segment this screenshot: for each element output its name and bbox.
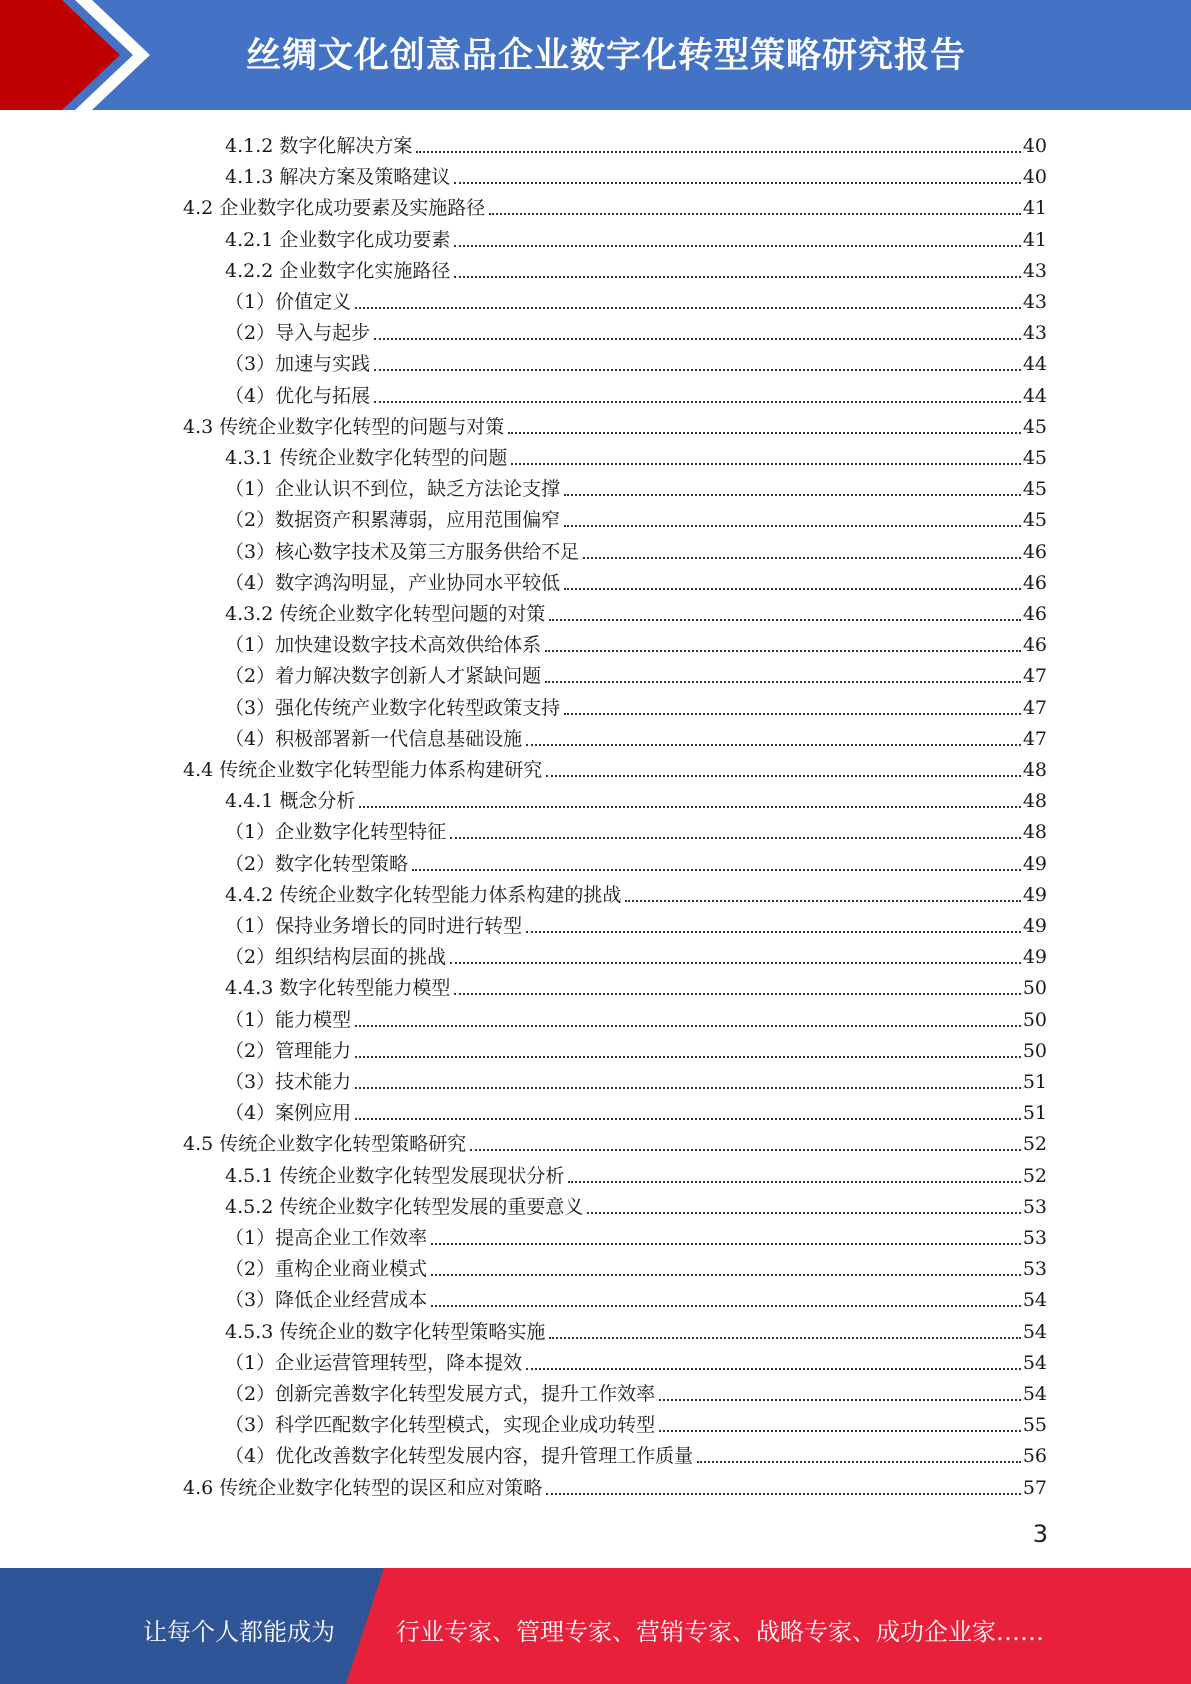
toc-entry-page: 55 bbox=[1022, 1414, 1047, 1437]
toc-dot-leader bbox=[564, 525, 1021, 527]
toc-entry[interactable] bbox=[225, 597, 1047, 625]
toc-entry-page: 54 bbox=[1022, 1351, 1047, 1374]
toc-entry[interactable] bbox=[183, 410, 1047, 438]
toc-entry-page: 54 bbox=[1022, 1289, 1047, 1312]
toc-entry-page: 47 bbox=[1022, 696, 1047, 719]
toc-dot-leader bbox=[545, 681, 1021, 683]
toc-entry-label: （2）管理能力 bbox=[225, 1039, 352, 1062]
toc-dot-leader bbox=[412, 869, 1021, 871]
toc-entry-label: （1）加快建设数字技术高效供给体系 bbox=[225, 634, 542, 657]
toc-dot-leader bbox=[546, 1493, 1021, 1495]
toc-entry[interactable] bbox=[225, 566, 1047, 594]
toc-dot-leader bbox=[454, 245, 1020, 247]
toc-entry[interactable] bbox=[225, 815, 1047, 843]
toc-dot-leader bbox=[355, 1118, 1021, 1120]
toc-dot-leader bbox=[355, 1056, 1021, 1058]
toc-entry[interactable] bbox=[225, 940, 1047, 968]
toc-entry-label: （1）提高企业工作效率 bbox=[225, 1227, 428, 1249]
toc-entry[interactable] bbox=[183, 191, 1047, 219]
toc-dot-leader bbox=[508, 432, 1021, 434]
toc-entry[interactable] bbox=[225, 1034, 1047, 1062]
toc-entry[interactable] bbox=[225, 1003, 1047, 1031]
toc-entry-label: （2）数字化转型策略 bbox=[225, 852, 409, 875]
toc-entry-page: 52 bbox=[1022, 1164, 1047, 1187]
toc-entry[interactable] bbox=[225, 878, 1047, 906]
toc-entry-label: 4.1.2 数字化解决方案 bbox=[225, 135, 413, 157]
toc-entry[interactable] bbox=[225, 1159, 1047, 1187]
toc-entry-label: 4.3.1 传统企业数字化转型的问题 bbox=[225, 447, 508, 469]
toc-entry[interactable] bbox=[225, 1065, 1047, 1093]
toc-entry[interactable] bbox=[225, 628, 1047, 656]
toc-entry[interactable] bbox=[225, 1221, 1047, 1249]
toc-entry-page: 43 bbox=[1022, 322, 1047, 345]
toc-entry[interactable] bbox=[225, 1408, 1047, 1436]
toc-entry-label: （3）核心数字技术及第三方服务供给不足 bbox=[225, 540, 580, 563]
toc-entry[interactable] bbox=[225, 722, 1047, 750]
toc-dot-leader bbox=[511, 463, 1020, 465]
toc-entry[interactable] bbox=[225, 691, 1047, 719]
toc-dot-leader bbox=[659, 1399, 1021, 1401]
toc-entry-page: 53 bbox=[1022, 1258, 1047, 1281]
toc-dot-leader bbox=[526, 1368, 1021, 1370]
toc-entry-label: 4.1.3 解决方案及策略建议 bbox=[225, 166, 451, 189]
toc-entry[interactable] bbox=[225, 347, 1047, 375]
toc-entry-label: 4.3 传统企业数字化转型的问题与对策 bbox=[183, 415, 505, 438]
toc-entry-label: （2）组织结构层面的挑战 bbox=[225, 946, 447, 969]
toc-entry-page: 49 bbox=[1022, 946, 1047, 969]
toc-dot-leader bbox=[549, 619, 1020, 621]
toc-entry-page: 47 bbox=[1022, 727, 1047, 750]
toc-entry[interactable] bbox=[225, 1283, 1047, 1311]
toc-dot-leader bbox=[431, 1305, 1021, 1307]
toc-entry-page: 43 bbox=[1022, 291, 1047, 313]
toc-entry-label: （1）企业运营管理转型，降本提效 bbox=[225, 1351, 523, 1374]
toc-entry-page: 54 bbox=[1022, 1320, 1047, 1343]
toc-dot-leader bbox=[564, 713, 1021, 715]
toc-entry-label: （3）加速与实践 bbox=[225, 353, 371, 376]
toc-entry-label: 4.4.2 传统企业数字化转型能力体系构建的挑战 bbox=[225, 883, 622, 906]
toc-entry-label: 4.2 企业数字化成功要素及实施路径 bbox=[183, 197, 486, 220]
toc-entry-page: 56 bbox=[1022, 1445, 1047, 1468]
toc-entry-page: 40 bbox=[1022, 135, 1047, 157]
toc-entry-label: （3）科学匹配数字化转型模式，实现企业成功转型 bbox=[225, 1414, 656, 1437]
toc-entry[interactable] bbox=[183, 1127, 1047, 1155]
toc-entry-page: 51 bbox=[1022, 1102, 1047, 1125]
toc-entry-label: （3）技术能力 bbox=[225, 1071, 352, 1093]
toc-entry-label: 4.2.2 企业数字化实施路径 bbox=[225, 259, 451, 282]
toc-entry-page: 40 bbox=[1022, 166, 1047, 189]
footer-slogan-right: 行业专家、管理专家、营销专家、战略专家、成功企业家…… bbox=[396, 1618, 1044, 1646]
toc-entry[interactable] bbox=[225, 1096, 1047, 1124]
toc-dot-leader bbox=[564, 494, 1021, 496]
toc-entry-page: 48 bbox=[1022, 759, 1047, 781]
toc-entry-label: （2）着力解决数字创新人才紧缺问题 bbox=[225, 665, 542, 688]
toc-dot-leader bbox=[489, 213, 1021, 215]
toc-entry-label: （4）数字鸿沟明显，产业协同水平较低 bbox=[225, 571, 561, 594]
toc-entry[interactable] bbox=[225, 909, 1047, 937]
toc-entry-label: 4.4.1 概念分析 bbox=[225, 790, 356, 813]
page-number: 3 bbox=[1032, 1520, 1048, 1548]
toc-entry-page: 50 bbox=[1022, 977, 1047, 1000]
toc-entry[interactable] bbox=[183, 753, 1047, 781]
toc-entry-page: 50 bbox=[1022, 1008, 1047, 1031]
toc-entry-label: （2）创新完善数字化转型发展方式，提升工作效率 bbox=[225, 1383, 656, 1405]
toc-entry-label: （1）价值定义 bbox=[225, 291, 352, 313]
toc-entry-page: 49 bbox=[1022, 915, 1047, 937]
toc-entry-label: （4）优化改善数字化转型发展内容，提升管理工作质量 bbox=[225, 1445, 694, 1468]
toc-entry-label: （4）优化与拓展 bbox=[225, 384, 371, 407]
toc-entry[interactable] bbox=[225, 1377, 1047, 1405]
toc-entry[interactable] bbox=[225, 254, 1047, 282]
toc-dot-leader bbox=[374, 369, 1021, 371]
page-header bbox=[0, 0, 1191, 110]
toc-dot-leader bbox=[355, 307, 1021, 309]
toc-dot-leader bbox=[450, 837, 1021, 839]
toc-dot-leader bbox=[450, 962, 1021, 964]
toc-entry[interactable] bbox=[183, 1471, 1047, 1499]
toc-dot-leader bbox=[526, 931, 1021, 933]
toc-dot-leader bbox=[431, 1243, 1021, 1245]
toc-entry-label: （2）数据资产积累薄弱，应用范围偏窄 bbox=[225, 509, 561, 532]
toc-dot-leader bbox=[564, 588, 1021, 590]
toc-entry[interactable] bbox=[225, 971, 1047, 999]
toc-dot-leader bbox=[625, 900, 1020, 902]
toc-entry-label: 4.4 传统企业数字化转型能力体系构建研究 bbox=[183, 759, 543, 781]
toc-dot-leader bbox=[546, 775, 1021, 777]
toc-dot-leader bbox=[568, 1181, 1020, 1183]
toc-entry[interactable] bbox=[225, 1315, 1047, 1343]
toc-entry[interactable] bbox=[225, 1190, 1047, 1218]
toc-entry-page: 48 bbox=[1022, 790, 1047, 813]
toc-entry-label: 4.6 传统企业数字化转型的误区和应对策略 bbox=[183, 1476, 543, 1499]
toc-entry-label: （1）企业数字化转型特征 bbox=[225, 821, 447, 844]
toc-entry-page: 46 bbox=[1022, 603, 1047, 625]
page-footer bbox=[0, 1568, 1191, 1684]
toc-dot-leader bbox=[526, 744, 1021, 746]
footer-slogan-left: 让每个人都能成为 bbox=[143, 1618, 335, 1646]
toc-dot-leader bbox=[431, 1274, 1021, 1276]
toc-entry[interactable] bbox=[225, 316, 1047, 344]
toc-entry-page: 41 bbox=[1022, 228, 1047, 251]
toc-entry-label: 4.3.2 传统企业数字化转型问题的对策 bbox=[225, 603, 546, 625]
toc-dot-leader bbox=[416, 151, 1020, 153]
toc-entry-label: （2）导入与起步 bbox=[225, 322, 371, 345]
toc-dot-leader bbox=[454, 276, 1020, 278]
toc-entry-label: 4.5.2 传统企业数字化转型发展的重要意义 bbox=[225, 1195, 584, 1218]
toc-entry[interactable] bbox=[225, 1346, 1047, 1374]
toc-entry[interactable] bbox=[225, 379, 1047, 407]
toc-entry-label: 4.4.3 数字化转型能力模型 bbox=[225, 977, 451, 1000]
toc-entry-page: 49 bbox=[1022, 852, 1047, 875]
toc-entry[interactable] bbox=[225, 285, 1047, 313]
toc-entry-page: 43 bbox=[1022, 259, 1047, 282]
toc-entry-page: 46 bbox=[1022, 540, 1047, 563]
toc-entry[interactable] bbox=[225, 223, 1047, 251]
toc-dot-leader bbox=[374, 401, 1021, 403]
toc-entry-label: 4.5 传统企业数字化转型策略研究 bbox=[183, 1133, 467, 1156]
toc-entry-label: （2）重构企业商业模式 bbox=[225, 1258, 428, 1281]
toc-entry[interactable] bbox=[225, 160, 1047, 188]
toc-dot-leader bbox=[359, 806, 1020, 808]
toc-entry-page: 47 bbox=[1022, 665, 1047, 688]
toc-entry-page: 44 bbox=[1022, 353, 1047, 376]
toc-dot-leader bbox=[549, 1337, 1020, 1339]
toc-entry-page: 48 bbox=[1022, 821, 1047, 844]
toc-entry-page: 45 bbox=[1022, 447, 1047, 469]
toc-entry[interactable] bbox=[225, 847, 1047, 875]
toc-entry-page: 53 bbox=[1022, 1227, 1047, 1249]
toc-entry-page: 53 bbox=[1022, 1195, 1047, 1218]
toc-entry-page: 49 bbox=[1022, 883, 1047, 906]
toc-entry-label: （1）保持业务增长的同时进行转型 bbox=[225, 915, 523, 937]
toc-entry-label: 4.5.3 传统企业的数字化转型策略实施 bbox=[225, 1320, 546, 1343]
toc-dot-leader bbox=[470, 1149, 1021, 1151]
toc-entry[interactable] bbox=[225, 659, 1047, 687]
toc-entry-page: 52 bbox=[1022, 1133, 1047, 1156]
toc-dot-leader bbox=[454, 993, 1020, 995]
toc-entry-label: 4.2.1 企业数字化成功要素 bbox=[225, 228, 451, 251]
toc-entry[interactable] bbox=[225, 472, 1047, 500]
toc-dot-leader bbox=[659, 1430, 1021, 1432]
toc-entry-label: 4.5.1 传统企业数字化转型发展现状分析 bbox=[225, 1164, 565, 1187]
report-title: 丝绸文化创意品企业数字化转型策略研究报告 bbox=[246, 36, 967, 76]
toc-entry-label: （4）案例应用 bbox=[225, 1102, 352, 1125]
toc-entry-page: 46 bbox=[1022, 571, 1047, 594]
header-chevron-decoration bbox=[0, 0, 150, 110]
toc-entry-label: （1）能力模型 bbox=[225, 1008, 352, 1031]
toc-entry-page: 50 bbox=[1022, 1039, 1047, 1062]
toc-entry[interactable] bbox=[225, 129, 1047, 157]
toc-dot-leader bbox=[545, 650, 1021, 652]
toc-entry-page: 45 bbox=[1022, 415, 1047, 438]
toc-entry-page: 45 bbox=[1022, 509, 1047, 532]
toc-entry[interactable] bbox=[225, 784, 1047, 812]
toc-entry-page: 44 bbox=[1022, 384, 1047, 407]
toc-entry-page: 51 bbox=[1022, 1071, 1047, 1093]
toc-entry[interactable] bbox=[225, 1252, 1047, 1280]
toc-entry-label: （4）积极部署新一代信息基础设施 bbox=[225, 727, 523, 750]
toc-dot-leader bbox=[454, 182, 1020, 184]
toc-entry[interactable] bbox=[225, 535, 1047, 563]
toc-entry-page: 45 bbox=[1022, 478, 1047, 501]
toc-dot-leader bbox=[355, 1025, 1021, 1027]
toc-dot-leader bbox=[583, 557, 1021, 559]
toc-dot-leader bbox=[355, 1087, 1021, 1089]
toc-dot-leader bbox=[587, 1212, 1020, 1214]
toc-entry-page: 57 bbox=[1022, 1476, 1047, 1499]
toc-entry-label: （3）强化传统产业数字化转型政策支持 bbox=[225, 696, 561, 719]
toc-entry-page: 41 bbox=[1022, 197, 1047, 220]
toc-entry[interactable] bbox=[225, 441, 1047, 469]
toc-entry-label: （3）降低企业经营成本 bbox=[225, 1289, 428, 1312]
toc-entry-page: 54 bbox=[1022, 1383, 1047, 1405]
toc-entry-page: 46 bbox=[1022, 634, 1047, 657]
toc-dot-leader bbox=[374, 338, 1021, 340]
toc-entry[interactable] bbox=[225, 1439, 1047, 1467]
toc-dot-leader bbox=[697, 1461, 1021, 1463]
toc-entry-label: （1）企业认识不到位，缺乏方法论支撑 bbox=[225, 478, 561, 501]
toc-entry[interactable] bbox=[225, 503, 1047, 531]
